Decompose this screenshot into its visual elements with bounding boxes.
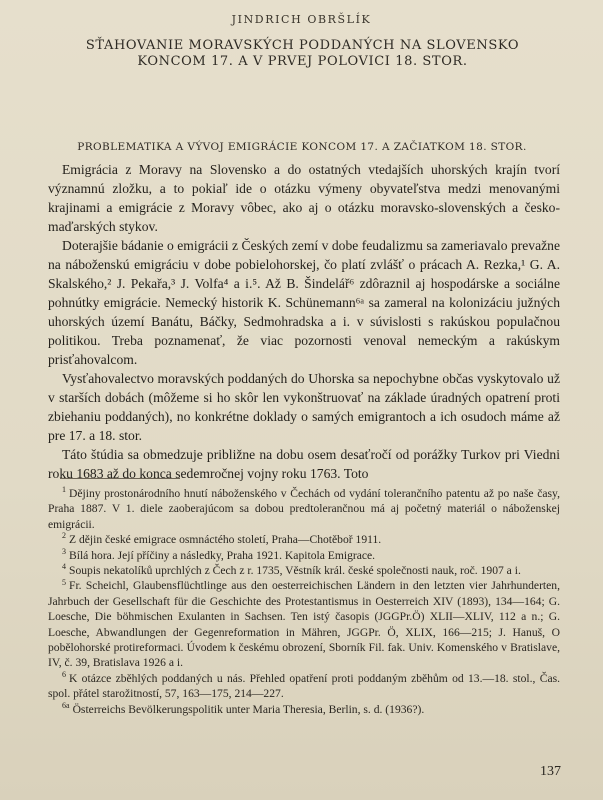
footnote: [48, 578, 560, 670]
footnote-number: 6: [62, 670, 66, 680]
page-number: 137: [540, 764, 561, 779]
footnote-text: Fr. Scheichl, Glaubensflüchtlinge aus den oesterreichischen Ländern in den letzten vier Jahrhunderten, Jahrbuch der Gesellschaft für die Geschichte des Protestantismus in Oesterreich XIV (1893), 134—164; G. Loesche, Die böhmischen Exulanten in Sachsen. Ten istý časopis (JGGPr.Ö) XLII—XLIV, 112 a n.; G. Loesche, Abwandlungen der Gegenreformation in Mähren, JGGPr. Ö, XLIX, 166—215; J. Hanuš, O pobělohorské protireformaci. Úvodem k českému obrození, Sborník Fil. fak. Univ. Komenského v Bratislave, IV, č. 39, Bratislava 1926 a i.: [48, 579, 560, 670]
paragraph: Emigrácia z Moravy na Slovensko a do ostatných vtedajších uhorských krajín tvorí významnú zložku, a to pokiaľ ide o otázku výmeny obyvateľstva medzi menovanými krajinami a emigrácie z Moravy vôbec, ako aj o otázku moravsko-slovenských a česko-maďarských stykov.: [48, 162, 560, 234]
footnote-text: Österreichs Bevölkerungspolitik unter Maria Theresia, Berlin, s. d. (1936?).: [72, 702, 425, 716]
footnotes: [48, 486, 560, 717]
footnote-text: Bílá hora. Její příčiny a následky, Praha 1921. Kapitola Emigrace.: [69, 548, 376, 562]
footnote-text: Z dějin české emigrace osmnáctého století, Praha—Chotěboř 1911.: [69, 533, 382, 547]
author-name: JINDRICH OBRŠLÍK: [231, 13, 372, 26]
footnote-text: Dějiny prostonárodního hnutí náboženského v Čechách od vydání tolerančního patentu až po naše časy, Praha 1887. V 1. diele zaoberajúcom sa dobou predtolerančnou má aj početný materiál o náboženskej emigrácii.: [48, 487, 560, 531]
footnote: [48, 563, 560, 578]
footnote: [48, 486, 560, 532]
article-title: [40, 38, 565, 70]
footnote: [48, 532, 560, 547]
paragraph: Táto štúdia sa obmedzuje približne na dobu osem desaťročí od porážky Turkov pri Viedni roku 1683 až do konca sedemročnej vojny roku 1763. Toto: [48, 447, 560, 481]
footnote-divider: [60, 478, 180, 479]
footnote-number: 6a: [62, 700, 70, 710]
footnote: [48, 702, 560, 717]
footnote-number: 2: [62, 531, 66, 541]
body-text: [48, 160, 560, 483]
footnote-number: 1: [62, 485, 66, 495]
paragraph: Vysťahovalectvo moravských poddaných do Uhorska sa nepochybne občas vyskytovalo už v starších dobách (môžeme si ho skôr len vykonštruovať na základe úradných opatrení proti zbiehaniu poddaných), no konkrétne doklady o samých emigrantoch a ich osudoch máme až pre 17. a 18. stor.: [48, 371, 560, 443]
footnote-number: 4: [62, 562, 66, 572]
section-heading: PROBLEMATIKA A VÝVOJ EMIGRÁCIE KONCOM 17. A ZAČIATKOM 18. STOR.: [77, 141, 527, 153]
footnote-text: K otázce zběhlých poddaných u nás. Přehled opatření proti poddaným zběhům od 13.—18. stol., Čas. spol. přátel starožitností, 57, 163—175, 214—227.: [48, 671, 560, 701]
footnote-number: 5: [62, 577, 66, 587]
article-title-line-1: SŤAHOVANIE MORAVSKÝCH PODDANÝCH NA SLOVENSKO: [85, 38, 520, 53]
footnote-text: Soupis nekatolíků uprchlých z Čech z r. 1735, Věstník král. české společnosti nauk, roč. 1907 a i.: [69, 564, 521, 578]
footnote-number: 3: [62, 546, 66, 556]
footnote: [48, 548, 560, 563]
article-title-line-2: KONCOM 17. A V PRVEJ POLOVICI 18. STOR.: [137, 54, 468, 69]
paragraph: Doterajšie bádanie o emigrácii z Českých zemí v dobe feudalizmu sa zameriavalo prevažne na náboženskú emigráciu v dobe pobielohorskej, čo platí zvlášť o prácach A. Rezka,¹ G. A. Skalského,² J. Pekařa,³ J. Volfa⁴ a i.⁵. Až B. Šindelář⁶ zdôraznil aj hospodárske a sociálne pohnútky emigrácie. Nemecký historik K. Schünemann⁶ᵃ sa zameral na kolonizáciu južných uhorských území Banátu, Báčky, Sedmohradska a i. v súvislosti s rakúskou populačnou politikou. Treba poznamenať, že viac pozornosti venoval nemeckým a rakúskym prisťahovalcom.: [48, 238, 560, 367]
footnote: [48, 671, 560, 702]
